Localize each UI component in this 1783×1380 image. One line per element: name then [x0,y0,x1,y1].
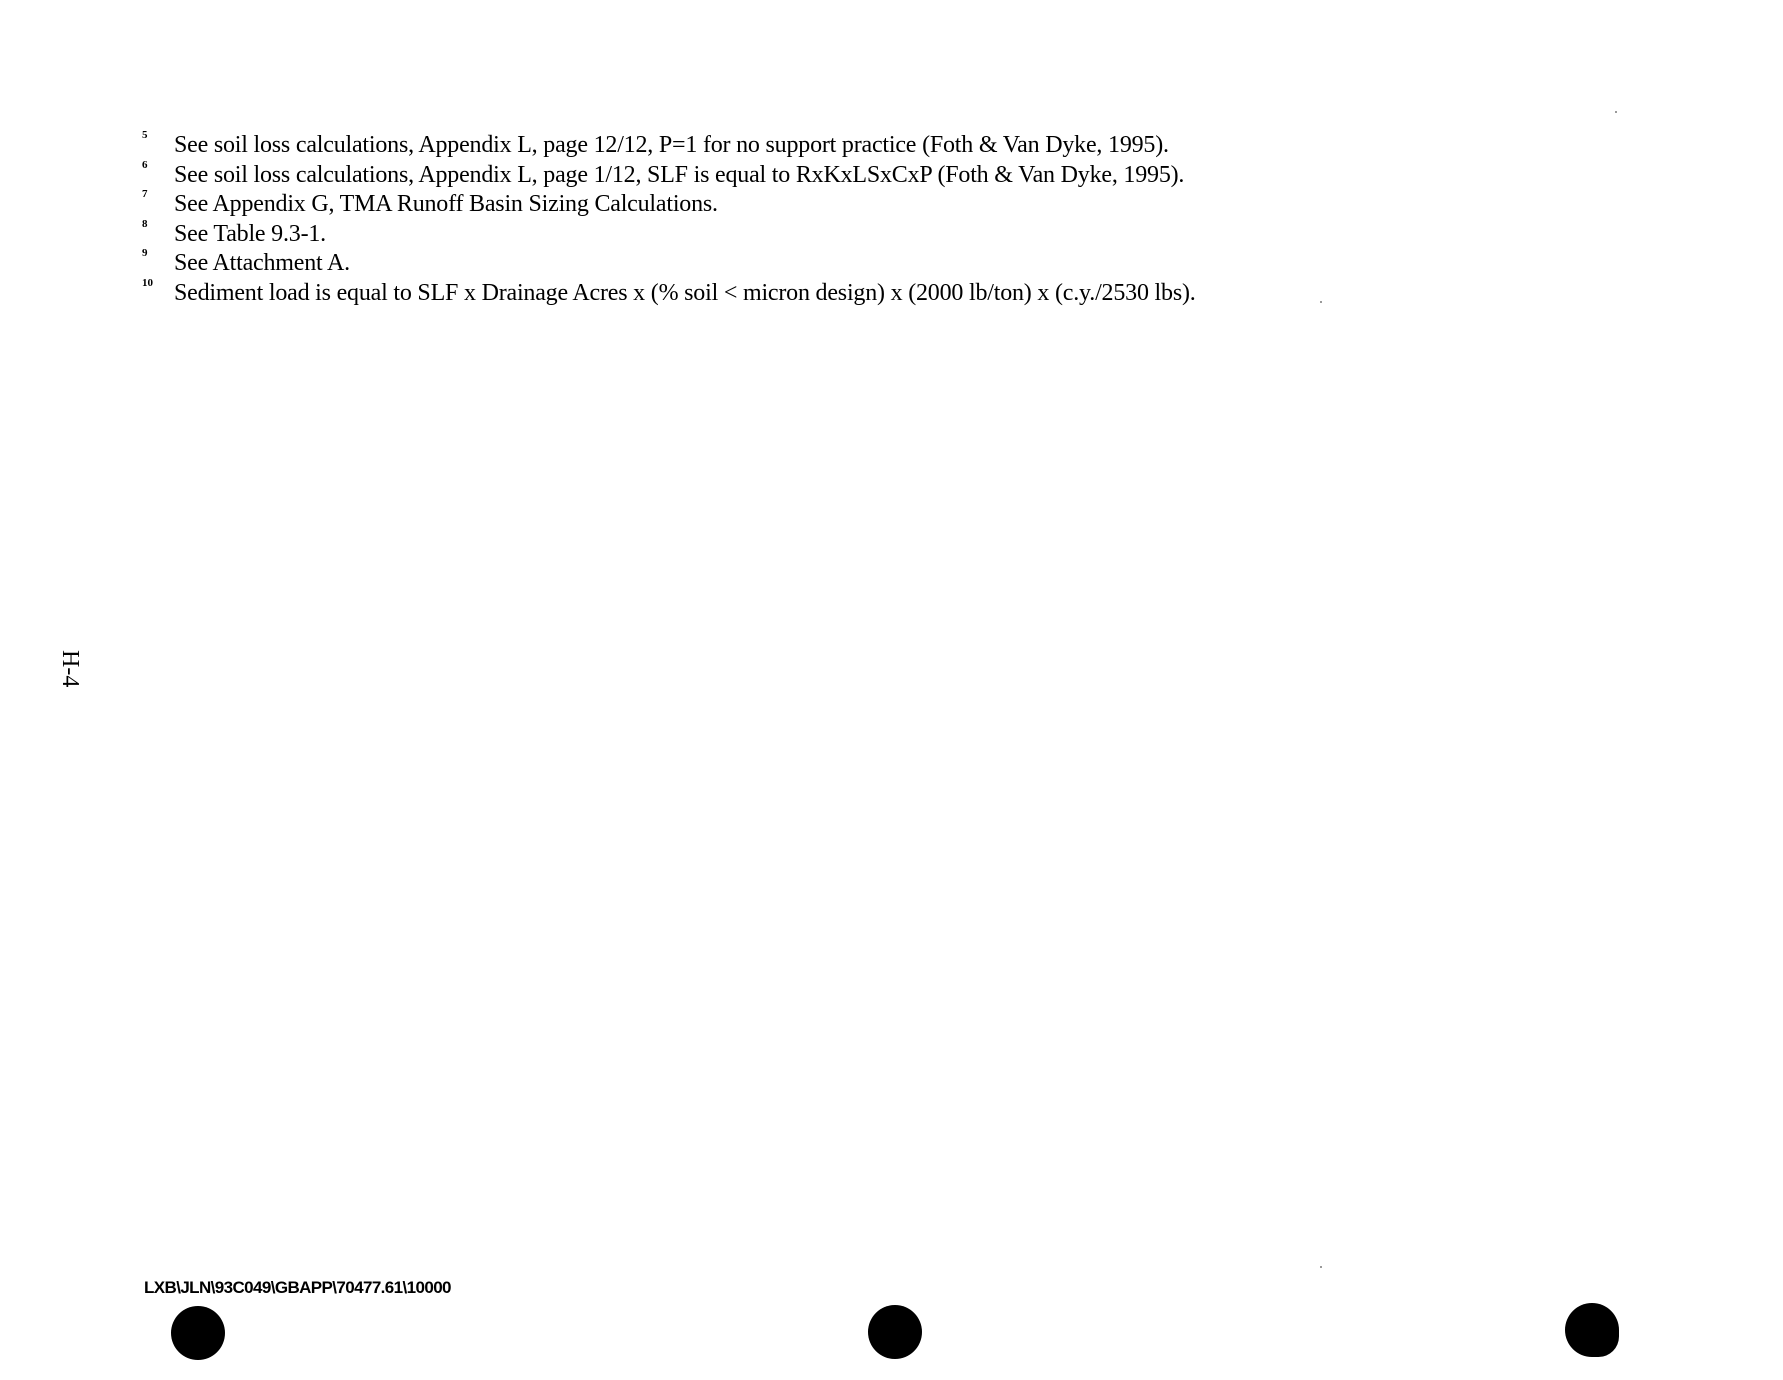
punch-hole-left [171,1306,225,1360]
footnote-number: 6 [142,158,148,171]
footnote-text: See Table 9.3-1. [174,220,326,247]
footnote-list [142,131,1542,309]
scan-speck [1320,301,1322,303]
footnote-5 [142,131,1542,161]
footnote-number: 5 [142,129,148,141]
footnote-6 [142,158,1542,191]
footnote-text: See Attachment A. [174,250,350,277]
footnote-10 [142,276,1542,309]
file-path-footer: LXB\JLN\93C049\GBAPP\70477.61\10000 [144,1278,451,1297]
footnote-number: 9 [142,247,148,260]
scan-speck [1615,111,1617,113]
footnote-text: See soil loss calculations, Appendix L, page 12/12, P=1 for no support practice (Foth & Van Dyke, 1995). [174,132,1169,158]
footnote-7 [142,190,1542,220]
footnote-text: Sediment load is equal to SLF x Drainage Acres x (% soil < micron design) x (2000 lb/ton) x (c.y./2530 lbs). [174,279,1196,306]
punch-hole-right [1565,1303,1619,1357]
footnote-8 [142,217,1542,250]
scan-speck [1320,1266,1322,1268]
footnote-9 [142,249,1542,279]
page-number-label: H-4 [57,650,83,688]
punch-hole-center [868,1305,922,1359]
footnote-number: 7 [142,188,148,201]
footnote-text: See Appendix G, TMA Runoff Basin Sizing Calculations. [174,191,718,218]
footnote-number: 8 [142,217,148,230]
footnote-number: 10 [142,276,153,289]
footnote-text: See soil loss calculations, Appendix L, page 1/12, SLF is equal to RxKxLSxCxP (Foth & Van Dyke, 1995). [174,161,1185,188]
